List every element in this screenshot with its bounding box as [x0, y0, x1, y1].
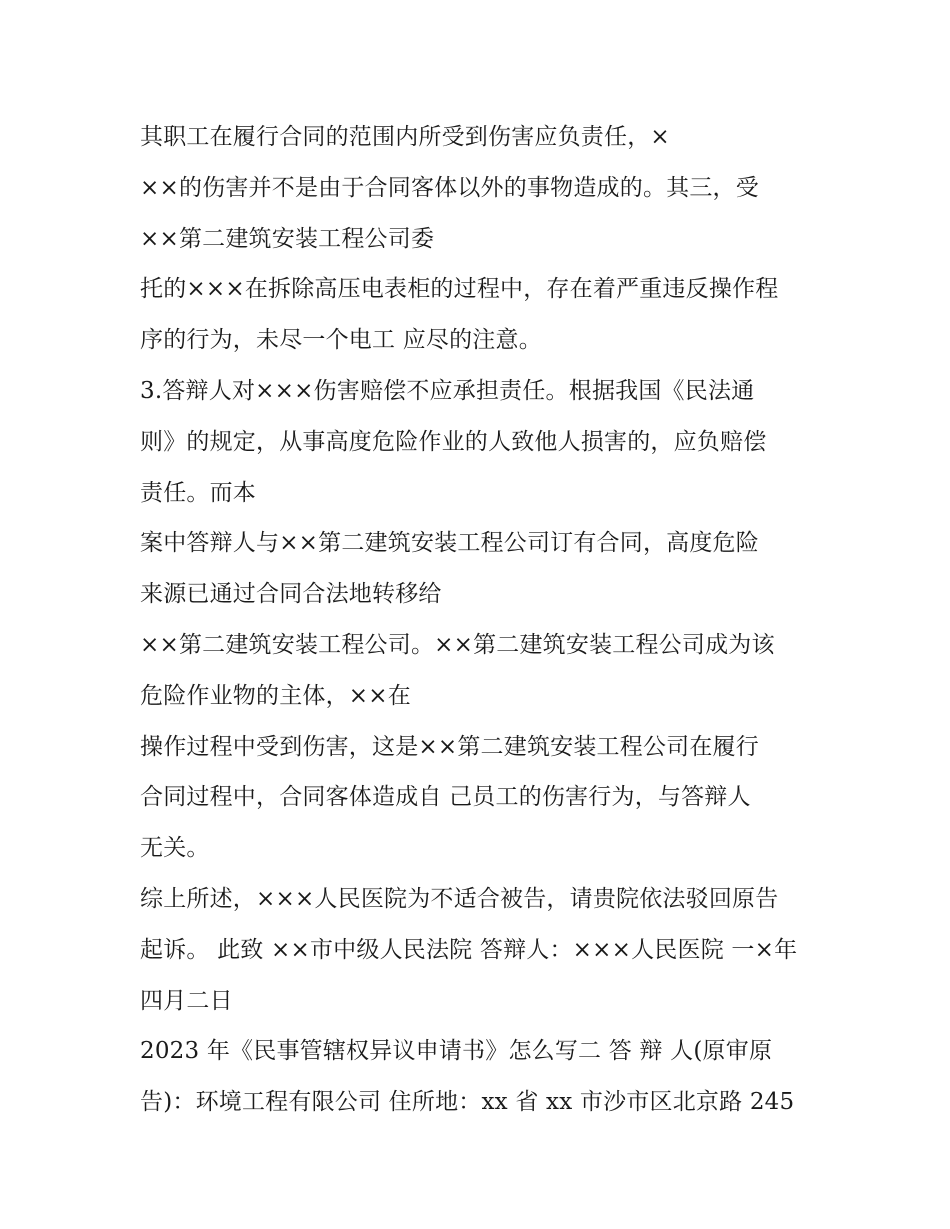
text-line-20: 告)：环境工程有限公司 住所地：xx 省 xx 市沙市区北京路 245: [140, 1089, 795, 1116]
text-line-3: ××第二建筑安装工程公司委: [140, 225, 435, 252]
text-line-17: 起诉。 此致 ××市中级人民法院 答辩人：×××人民医院 一×年: [140, 936, 798, 963]
text-line-11: ××第二建筑安装工程公司。××第二建筑安装工程公司成为该: [140, 631, 775, 658]
text-line-5: 序的行为，未尽一个电工 应尽的注意。: [140, 327, 542, 354]
text-line-6: 3.答辩人对×××伤害赔偿不应承担责任。根据我国《民法通: [140, 377, 755, 404]
text-line-12: 危险作业物的主体，××在: [140, 682, 411, 709]
document-body: [140, 112, 820, 1128]
text-line-8: 责任。而本: [140, 479, 256, 506]
text-line-2: ××的伤害并不是由于合同客体以外的事物造成的。其三，受: [140, 174, 759, 201]
text-line-18: 四月二日: [140, 987, 233, 1014]
text-line-14: 合同过程中，合同客体造成自 己员工的伤害行为，与答辩人: [140, 784, 751, 811]
text-line-10: 来源已通过合同合法地转移给: [140, 581, 442, 608]
text-line-7: 则》的规定，从事高度危险作业的人致他人损害的，应负赔偿: [140, 428, 767, 455]
text-line-9: 案中答辩人与××第二建筑安装工程公司订有合同，高度危险: [140, 530, 759, 557]
text-line-16: 综上所述，×××人民医院为不适合被告，请贵院依法驳回原告: [140, 885, 779, 912]
text-line-19: 2023 年《民事管辖权异议申请书》怎么写二 答 辩 人(原审原: [140, 1038, 773, 1065]
text-line-15: 无关。: [140, 835, 210, 862]
text-line-13: 操作过程中受到伤害，这是××第二建筑安装工程公司在履行: [140, 733, 759, 760]
text-line-1: 其职工在履行合同的范围内所受到伤害应负责任，×: [140, 124, 670, 150]
text-line-4: 托的×××在拆除高压电表柜的过程中，存在着严重违反操作程: [140, 276, 779, 303]
